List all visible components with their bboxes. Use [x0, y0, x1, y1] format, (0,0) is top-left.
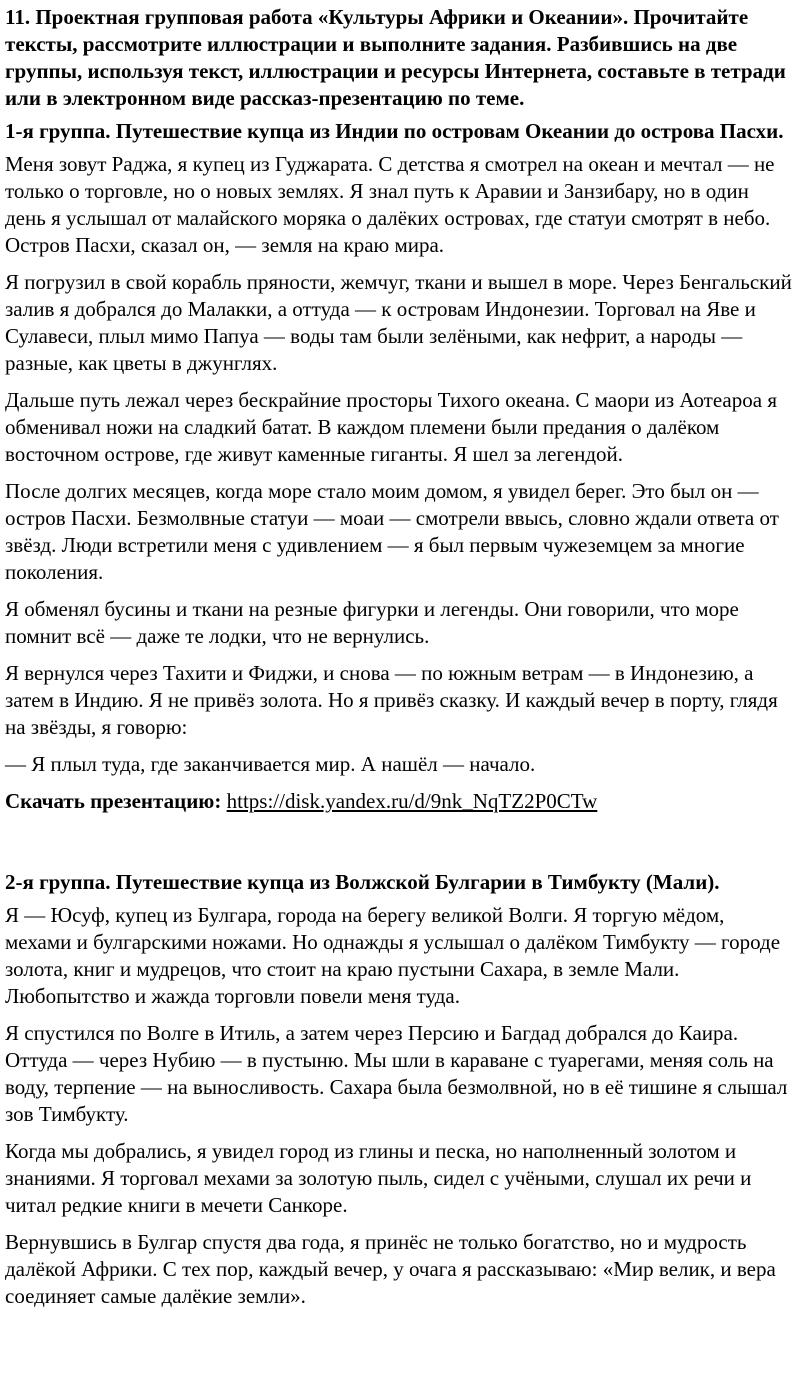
download-link[interactable]: https://disk.yandex.ru/d/9nk_NqTZ2P0CTw [226, 789, 598, 813]
download-line [5, 788, 794, 815]
section-spacer [5, 815, 794, 869]
group-1-paragraph: Дальше путь лежал через бескрайние просторы Тихого океана. С маори из Аотеароа я обменивал ножи на сладкий батат. В каждом племени были предания о далёком восточном острове, где живут каменные гиганты. Я шел за легендой. [5, 388, 777, 466]
group-2-paragraph: Вернувшись в Булгар спустя два года, я принёс не только богатство, но и мудрость далёкой Африки. С тех пор, каждый вечер, у очага я рассказываю: «Мир велик, и вера соединяет самые далёкие земли». [5, 1230, 776, 1308]
group-2-paragraph: Я — Юсуф, купец из Булгара, города на берегу великой Волги. Я торгую мёдом, мехами и булгарскими ножами. Но однажды я услышал о далёком Тимбукту — городе золота, книг и мудрецов, что стоит на краю пустыни Сахара, в земле Мали. Любопытство и жажда торговли повели меня туда. [5, 903, 781, 1008]
document-body [5, 4, 794, 1310]
group-2-paragraph: Когда мы добрались, я увидел город из глины и песка, но наполненный золотом и знаниями. Я торговал мехами за золотую пыль, сидел с учёными, слушал их речи и читал редкие книги в мечети Санкоре. [5, 1139, 752, 1217]
group-1-title: 1-я группа. Путешествие купца из Индии по островам Океании до острова Пасхи. [5, 119, 784, 143]
group-1-paragraph: Я погрузил в свой корабль пряности, жемчуг, ткани и вышел в море. Через Бенгальский залив я добрался до Малакки, а оттуда — к островам Индонезии. Торговал на Яве и Сулавеси, плыл мимо Папуа — воды там были зелёными, как нефрит, а народы — разные, как цветы в джунглях. [5, 270, 792, 375]
group-1-paragraph: Я вернулся через Тахити и Фиджи, и снова — по южным ветрам — в Индонезию, а затем в Индию. Я не привёз золота. Но я привёз сказку. И каждый вечер в порту, глядя на звёзды, я говорю: [5, 661, 778, 739]
group-1-paragraph: Меня зовут Раджа, я купец из Гуджарата. С детства я смотрел на океан и мечтал — не только о торговле, но о новых землях. Я знал путь к Аравии и Занзибару, но в один день я услышал от малайского моряка о далёких островах, где статуи смотрят в небо. Остров Пасхи, сказал он, — земля на краю мира. [5, 152, 775, 257]
group-2-paragraph: Я спустился по Волге в Итиль, а затем через Персию и Багдад добрался до Каира. Оттуда — через Нубию — в пустыню. Мы шли в караване с туарегами, меняя соль на воду, терпение — на выносливость. Сахара была безмолвной, но в её тишине я слышал зов Тимбукту. [5, 1021, 788, 1126]
group-1-paragraph: После долгих месяцев, когда море стало моим домом, я увидел берег. Это был он — остров Пасхи. Безмолвные статуи — моаи — смотрели ввысь, словно ждали ответа от звёзд. Люди встретили меня с удивлением — я был первым чужеземцем за многие поколения. [5, 479, 779, 584]
group-1-paragraph: Я обменял бусины и ткани на резные фигурки и легенды. Они говорили, что море помнит всё — даже те лодки, что не вернулись. [5, 597, 739, 648]
task-heading: 11. Проектная групповая работа «Культуры Африки и Океании». Прочитайте тексты, рассмотрите иллюстрации и выполните задания. Разбившись на две группы, используя текст, иллюстрации и ресурсы Интернета, составьте в тетради или в электронном виде рассказ-презентацию по теме. [5, 5, 786, 110]
download-label: Скачать презентацию: [5, 789, 222, 813]
group-2-title: 2-я группа. Путешествие купца из Волжской Булгарии в Тимбукту (Мали). [5, 870, 720, 894]
group-1-paragraph: — Я плыл туда, где заканчивается мир. А нашёл — начало. [5, 752, 536, 776]
